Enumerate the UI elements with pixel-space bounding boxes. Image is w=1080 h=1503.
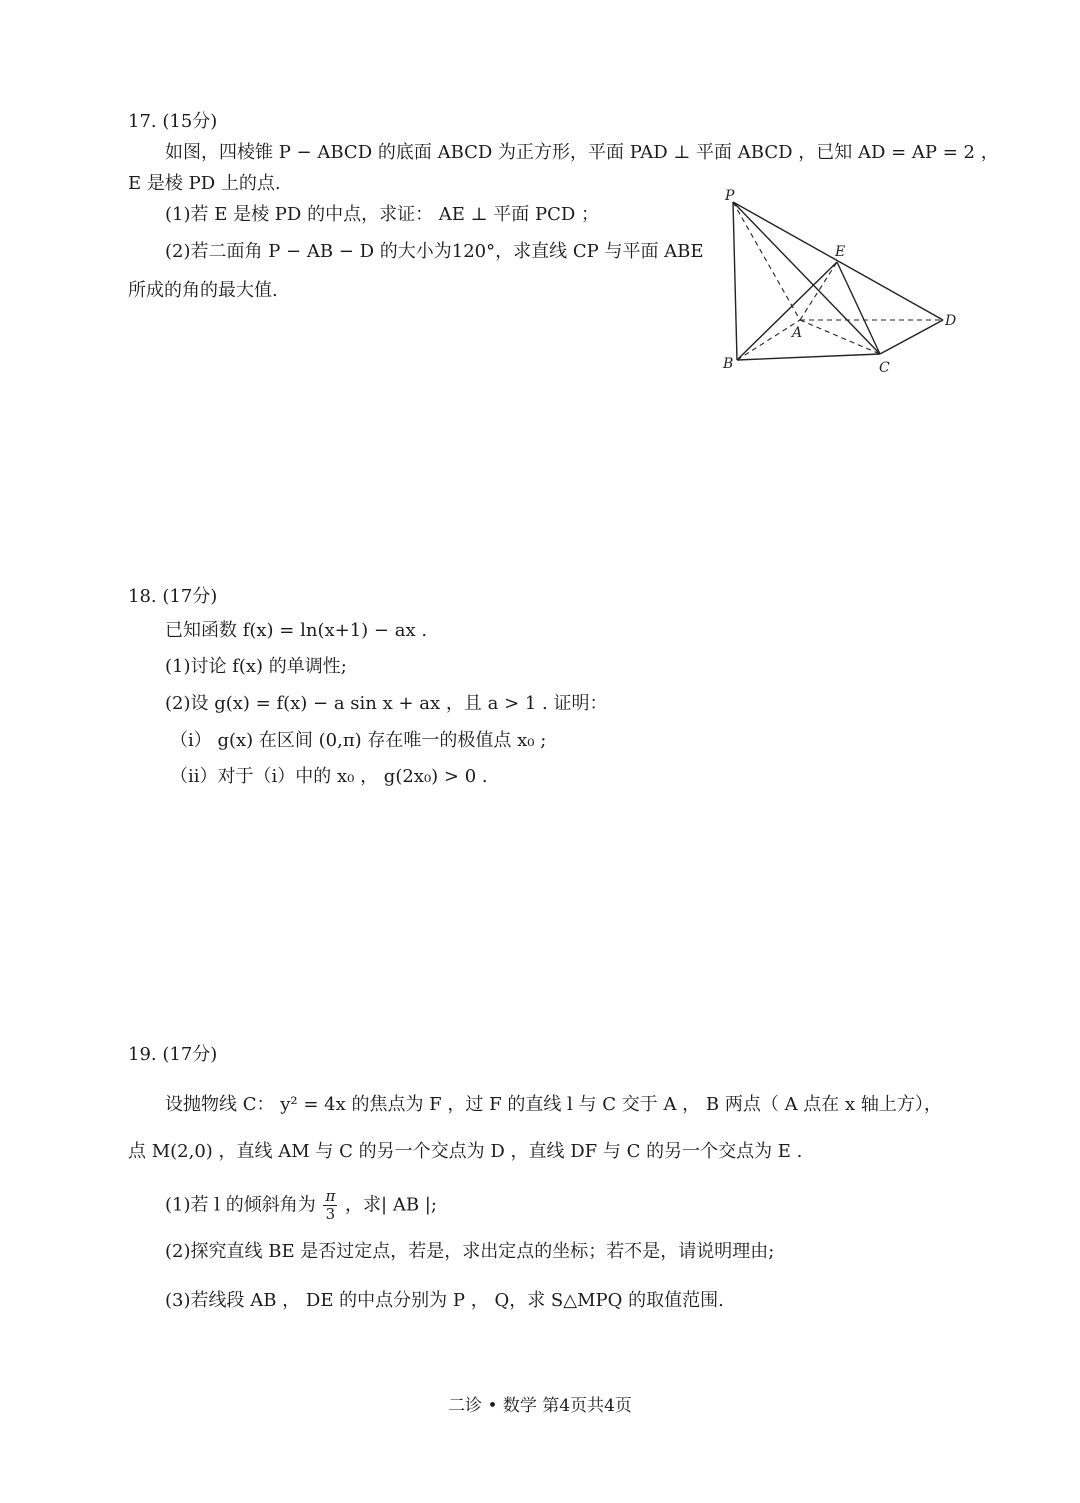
pyramid-diagram	[715, 190, 975, 380]
q18-sub-i: （i） g(x) 在区间 (0,π) 存在唯一的极值点 x₀ ;	[170, 730, 547, 751]
edge-AB-hidden	[737, 320, 803, 360]
label-D: D	[945, 313, 957, 329]
page-footer: 二诊 • 数学 第4页共4页	[448, 1396, 632, 1416]
q17-statement-line2: E 是棱 PD 上的点.	[128, 173, 281, 194]
label-P: P	[725, 188, 735, 204]
q19-heading: 19. (17分)	[128, 1044, 218, 1065]
q18-statement: 已知函数 f(x) = ln(x+1) − ax .	[165, 620, 428, 641]
q18-sub-ii: （ii）对于（i）中的 x₀ ， g(2x₀) > 0 .	[170, 766, 488, 787]
q19-statement-line2: 点 M(2,0) ，直线 AM 与 C 的另一个交点为 D ，直线 DF 与 C 的另一个交点为 E .	[128, 1141, 803, 1162]
q18-part1: (1)讨论 f(x) 的单调性;	[165, 656, 347, 677]
edge-BC	[737, 354, 880, 360]
label-E: E	[835, 244, 846, 260]
edge-PC	[733, 202, 880, 354]
q17-part2: (2)若二面角 P − AB − D 的大小为120°，求直线 CP 与平面 ABE	[165, 241, 704, 262]
edge-AC-hidden	[800, 320, 880, 354]
label-B: B	[723, 356, 734, 372]
q19-statement-line1: 设抛物线 C： y² = 4x 的焦点为 F ，过 F 的直线 l 与 C 交于 A ， B 两点（ A 点在 x 轴上方），	[165, 1094, 942, 1115]
edge-PD	[733, 202, 943, 320]
fraction-denominator: 3	[325, 1205, 336, 1223]
q19-part1-prefix: (1)若 l 的倾斜角为	[165, 1194, 316, 1216]
pi-over-3-fraction	[323, 1188, 337, 1223]
q19-part1-suffix: ，求| AB |;	[345, 1194, 437, 1216]
edge-CD	[880, 320, 943, 354]
q19-part3: (3)若线段 AB ， DE 的中点分别为 P ， Q，求 S△MPQ 的取值范围.	[165, 1290, 724, 1311]
label-A: A	[792, 325, 803, 341]
edge-EC	[837, 262, 880, 354]
q17-part2-cont: 所成的角的最大值.	[128, 280, 278, 301]
q18-part2: (2)设 g(x) = f(x) − a sin x + ax ，且 a > 1 . 证明：	[165, 693, 608, 714]
q17-heading: 17. (15分)	[128, 111, 218, 132]
pyramid-figure	[715, 190, 975, 380]
label-C: C	[879, 360, 890, 376]
edge-PB	[733, 202, 737, 360]
q19-part1	[165, 1188, 437, 1223]
fraction-numerator: π	[325, 1187, 336, 1205]
edge-BE	[737, 262, 837, 360]
q17-part1: (1)若 E 是棱 PD 的中点，求证： AE ⊥ 平面 PCD ；	[165, 204, 600, 225]
q19-part2: (2)探究直线 BE 是否过定点，若是，求出定点的坐标；若不是，请说明理由;	[165, 1241, 775, 1262]
q17-statement-line1: 如图，四棱锥 P − ABCD 的底面 ABCD 为正方形，平面 PAD ⊥ 平面 ABCD ，已知 AD = AP = 2 ，	[165, 142, 999, 163]
q18-heading: 18. (17分)	[128, 586, 218, 607]
